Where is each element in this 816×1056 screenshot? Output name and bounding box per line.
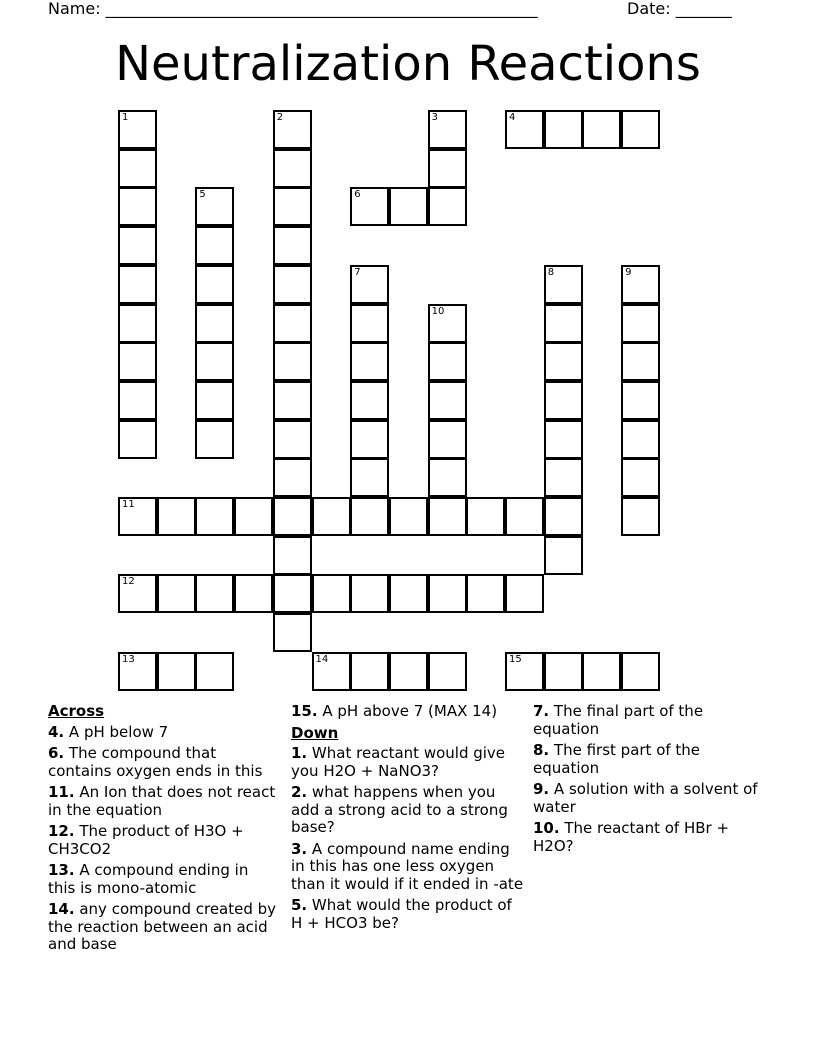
- crossword-cell[interactable]: [118, 149, 157, 188]
- clue-number: 13: [122, 653, 135, 665]
- clue-across-4: 4. A pH below 7: [48, 722, 169, 741]
- crossword-cell[interactable]: [350, 458, 389, 497]
- crossword-cell[interactable]: [273, 381, 312, 420]
- crossword-cell[interactable]: [621, 458, 660, 497]
- crossword-cell[interactable]: [428, 342, 467, 381]
- date-field-label: Date: _______: [627, 0, 732, 18]
- crossword-cell[interactable]: [582, 110, 621, 149]
- crossword-cell[interactable]: [389, 497, 428, 536]
- clue-across-11: 11. An Ion that does not react in the equation: [48, 783, 276, 819]
- crossword-cell[interactable]: [195, 265, 234, 304]
- clue-down-2: 2. what happens when you add a strong acid to a strong base?: [291, 783, 508, 836]
- crossword-cell[interactable]: [195, 187, 234, 226]
- clue-across-14: 14. any compound created by the reaction between an acid and base: [48, 900, 277, 953]
- crossword-cell[interactable]: [118, 420, 157, 459]
- clue-number: 12: [122, 576, 135, 588]
- crossword-cell[interactable]: [621, 110, 660, 149]
- crossword-cell[interactable]: [118, 304, 157, 343]
- clue-down-3: 3. A compound name ending in this has one less oxygen than it would if it ended in -ate: [291, 839, 524, 893]
- crossword-cell[interactable]: [544, 342, 583, 381]
- crossword-cell[interactable]: [157, 652, 196, 691]
- crossword-cell[interactable]: [621, 342, 660, 381]
- crossword-cell[interactable]: [428, 420, 467, 459]
- crossword-cell[interactable]: [118, 497, 157, 536]
- crossword-cell[interactable]: [621, 265, 660, 304]
- crossword-cell[interactable]: [544, 420, 583, 459]
- name-field-label: Name: ______________________________________________________: [48, 0, 538, 18]
- crossword-cell[interactable]: [350, 187, 389, 226]
- clue-across-12: 12. The product of H3O + CH3CO2: [48, 822, 244, 858]
- clue-number: 7: [354, 266, 361, 278]
- crossword-cell[interactable]: [505, 497, 544, 536]
- crossword-cell[interactable]: [273, 110, 312, 149]
- crossword-cell[interactable]: [118, 342, 157, 381]
- crossword-cell[interactable]: [157, 497, 196, 536]
- across-heading: Across: [48, 702, 105, 720]
- crossword-cell[interactable]: [195, 420, 234, 459]
- crossword-cell[interactable]: [428, 304, 467, 343]
- crossword-cell[interactable]: [118, 574, 157, 613]
- crossword-cell[interactable]: [544, 458, 583, 497]
- crossword-cell[interactable]: [582, 652, 621, 691]
- crossword-cell[interactable]: [273, 420, 312, 459]
- crossword-cell[interactable]: [544, 304, 583, 343]
- clues-column-1: [48, 703, 280, 958]
- clue-down-10: 10. The reactant of HBr + H2O?: [533, 819, 730, 855]
- crossword-cell[interactable]: [428, 458, 467, 497]
- crossword-cell[interactable]: [273, 342, 312, 381]
- crossword-cell[interactable]: [544, 381, 583, 420]
- crossword-cell[interactable]: [234, 574, 273, 613]
- down-heading: Down: [291, 723, 339, 742]
- crossword-cell[interactable]: [195, 497, 234, 536]
- crossword-cell[interactable]: [195, 381, 234, 420]
- clue-down-9: 9. A solution with a solvent of water: [533, 780, 758, 816]
- clues-column-3: [533, 703, 765, 859]
- crossword-cell[interactable]: [350, 574, 389, 613]
- crossword-cell[interactable]: [389, 574, 428, 613]
- crossword-cell[interactable]: [118, 187, 157, 226]
- crossword-cell[interactable]: [350, 497, 389, 536]
- crossword-cell[interactable]: [118, 265, 157, 304]
- crossword-cell[interactable]: [389, 187, 428, 226]
- clue-number: 14: [315, 653, 329, 665]
- crossword-cell[interactable]: [428, 187, 467, 226]
- crossword-cell[interactable]: [312, 497, 351, 536]
- crossword-cell[interactable]: [428, 652, 467, 691]
- crossword-cell[interactable]: [621, 420, 660, 459]
- crossword-cell[interactable]: [273, 497, 312, 536]
- crossword-cell[interactable]: [544, 497, 583, 536]
- crossword-cell[interactable]: [466, 497, 505, 536]
- crossword-cell[interactable]: [350, 265, 389, 304]
- crossword-cell[interactable]: [505, 110, 544, 149]
- crossword-cell[interactable]: [157, 574, 196, 613]
- clue-number: 1: [122, 112, 129, 123]
- crossword-cell[interactable]: [350, 381, 389, 420]
- clue-across-13: 13. A compound ending in this is mono-atomic: [48, 861, 249, 897]
- crossword-cell[interactable]: [621, 381, 660, 420]
- crossword-cell[interactable]: [350, 652, 389, 691]
- clue-number: 9: [625, 266, 632, 278]
- crossword-cell[interactable]: [118, 226, 157, 265]
- clue-down-7: 7. The final part of the equation: [533, 702, 704, 738]
- crossword-cell[interactable]: [195, 574, 234, 613]
- clue-number: 5: [199, 189, 206, 201]
- crossword-cell[interactable]: [466, 574, 505, 613]
- clues-column-2: [291, 703, 527, 936]
- crossword-cell[interactable]: [273, 265, 312, 304]
- clue-across-15: 15. A pH above 7 (MAX 14): [291, 702, 498, 720]
- crossword-cell[interactable]: [389, 652, 428, 691]
- crossword-cell[interactable]: [195, 304, 234, 343]
- clue-across-6: 6. The compound that contains oxygen ends in this: [48, 744, 263, 780]
- clue-number: 15: [509, 653, 522, 665]
- clue-number: 2: [276, 112, 284, 123]
- crossword-cell[interactable]: [505, 652, 544, 691]
- crossword-cell[interactable]: [312, 574, 351, 613]
- clue-number: 4: [509, 112, 516, 123]
- crossword-cell[interactable]: [350, 420, 389, 459]
- crossword-cell[interactable]: [273, 304, 312, 343]
- clue-number: 6: [354, 189, 361, 201]
- crossword-cell[interactable]: [428, 574, 467, 613]
- clue-number: 10: [431, 305, 445, 317]
- crossword-cell[interactable]: [544, 536, 583, 575]
- crossword-cell[interactable]: [428, 149, 467, 188]
- crossword-cell[interactable]: [273, 226, 312, 265]
- crossword-cell[interactable]: [505, 574, 544, 613]
- crossword-cell[interactable]: [118, 110, 157, 149]
- crossword-cell[interactable]: [195, 226, 234, 265]
- crossword-cell[interactable]: [195, 342, 234, 381]
- clue-number: 8: [547, 266, 555, 278]
- crossword-cell[interactable]: [195, 652, 234, 691]
- crossword-cell[interactable]: [544, 652, 583, 691]
- crossword-cell[interactable]: [312, 652, 351, 691]
- clue-down-1: 1. What reactant would give you H2O + NaNO3?: [291, 744, 506, 780]
- page-title: Neutralization Reactions: [115, 36, 701, 92]
- clue-down-8: 8. The first part of the equation: [533, 741, 701, 777]
- crossword-cell[interactable]: [118, 652, 157, 691]
- crossword-cell[interactable]: [544, 110, 583, 149]
- clue-number: 3: [431, 112, 438, 123]
- crossword-cell[interactable]: [350, 304, 389, 343]
- crossword-cell[interactable]: [273, 613, 312, 652]
- crossword-cell[interactable]: [428, 381, 467, 420]
- crossword-cell[interactable]: [273, 149, 312, 188]
- clue-number: 11: [122, 499, 135, 510]
- crossword-cell[interactable]: [273, 536, 312, 575]
- crossword-cell[interactable]: [350, 342, 389, 381]
- crossword-cell[interactable]: [273, 574, 312, 613]
- crossword-cell[interactable]: [621, 304, 660, 343]
- crossword-cell[interactable]: [621, 497, 660, 536]
- crossword-cell[interactable]: [273, 187, 312, 226]
- crossword-cell[interactable]: [621, 652, 660, 691]
- clue-down-5: 5. What would the product of H + HCO3 be?: [291, 896, 512, 932]
- crossword-cell[interactable]: [273, 458, 312, 497]
- crossword-cell[interactable]: [428, 110, 467, 149]
- crossword-cell[interactable]: [544, 265, 583, 304]
- crossword-cell[interactable]: [428, 497, 467, 536]
- crossword-cell[interactable]: [234, 497, 273, 536]
- crossword-cell[interactable]: [118, 381, 157, 420]
